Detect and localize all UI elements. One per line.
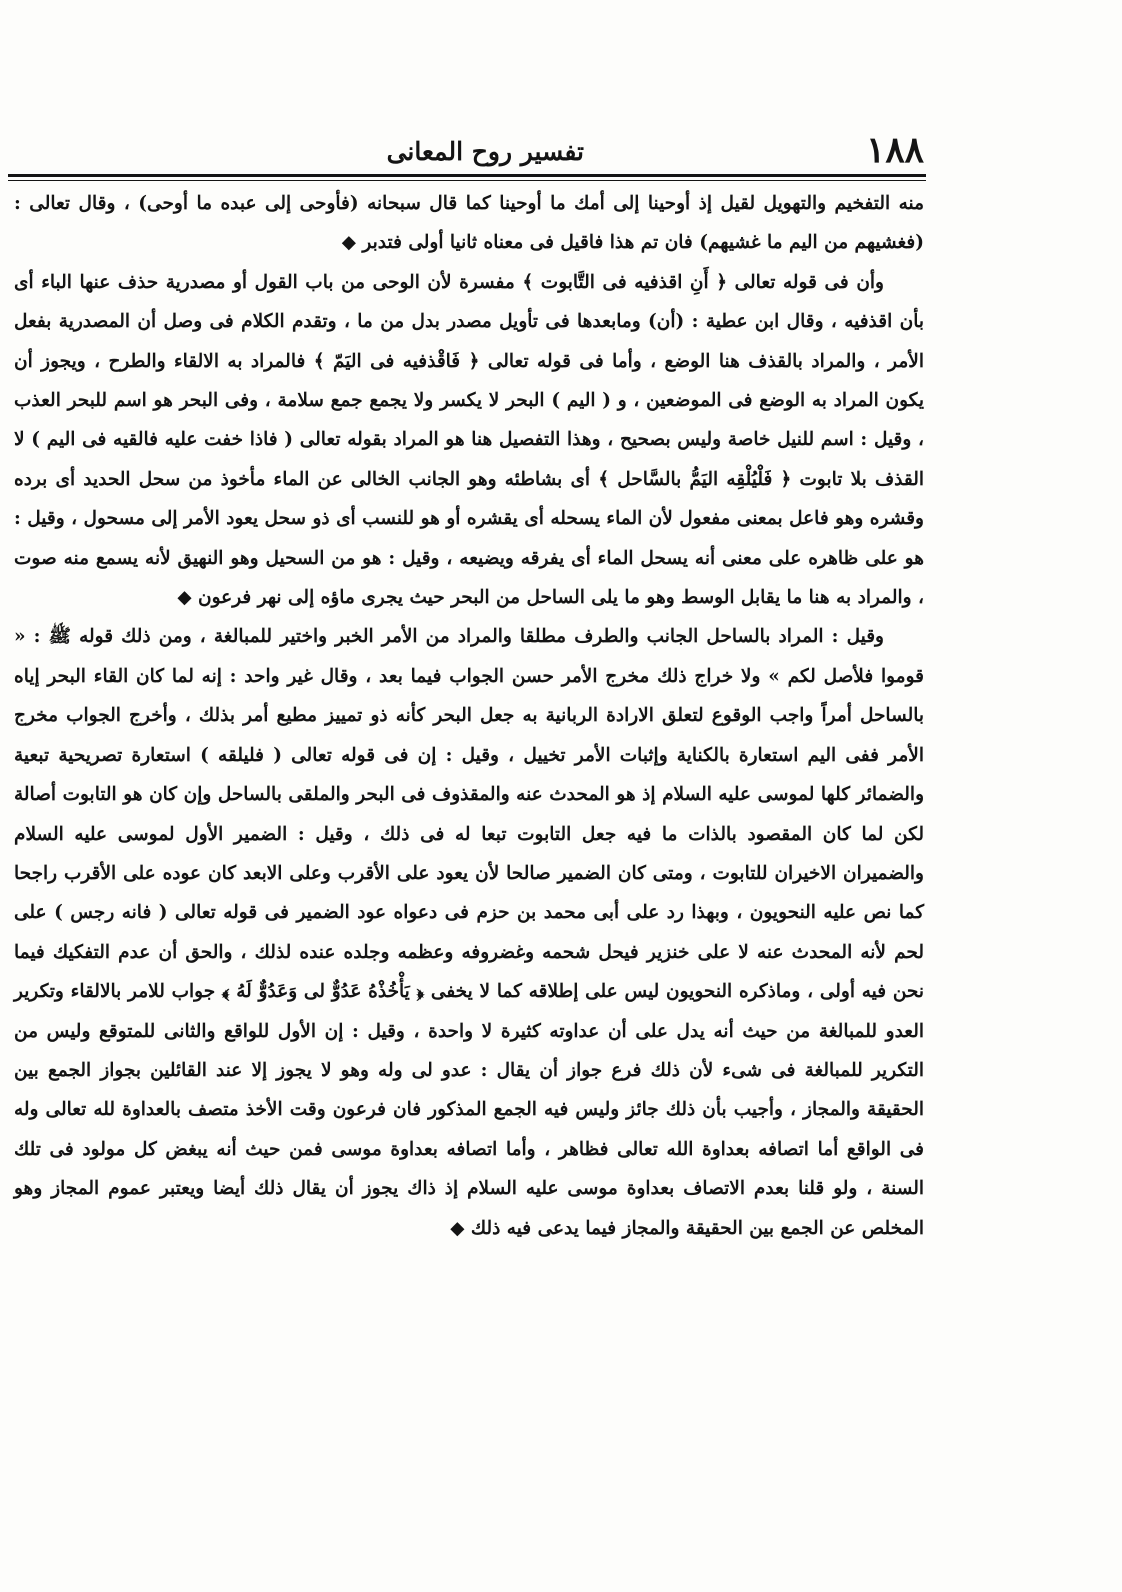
running-title: تفسير روح المعانى bbox=[386, 137, 584, 166]
paragraph-3: وقيل : المراد بالساحل الجانب والطرف مطلقا والمراد من الأمر الخبر واختير للمبالغة ، ومن ذلك قوله ﷺ : « قوموا فلأصل لكم » ولا خراج ذلك مخرج الأمر حسن الجواب فيما بعد ، وقال غير واحد : إنه لما كان القاء البحر إياه بالساحل أمراً واجب الوقوع لتعلق الارادة الربانية به جعل البحر كأنه ذو تمييز مطيع أمر بذلك ، وأخرج الجواب مخرج الأمر ففى اليم استعارة بالكناية وإثبات الأمر تخييل ، وقيل : إن فى قوله تعالى ( فليلقه ) استعارة تصريحية تبعية والضمائر كلها لموسى عليه السلام إذ هو المحدث عنه والمقذوف فى البحر والملقى بالساحل وإن كان هو التابوت أصالة لكن لما كان المقصود بالذات ما فيه جعل التابوت تبعا له فى ذلك ، وقيل : الضمير الأول لموسى عليه السلام والضميران الاخيران للتابوت ، ومتى كان الضمير صالحا لأن يعود على الأقرب وعلى الابعد كان عوده على الأقرب راجحا كما نص عليه النحويون ، وبهذا رد على أبى محمد بن حزم فى دعواه عود الضمير فى قوله تعالى ( فانه رجس ) على لحم لأنه المحدث عنه لا على خنزير فيحل شحمه وغضروفه وعظمه وجلده عنده لذلك ، والحق أن عدم التفكيك فيما نحن فيه أولى ، وماذكره النحويون ليس على إطلاقه كما لا يخفى ﴿ يَأْخُذْهُ عَدُوٌّ لى وَعَدُوٌّ لَهُ ﴾ جواب للامر بالالقاء وتكرير العدو للمبالغة من حيث أنه يدل على أن عداوته كثيرة لا واحدة ، وقيل : إن الأول للواقع والثانى للمتوقع وليس من التكرير للمبالغة فى شىء لأن ذلك فرع جواز أن يقال : عدو لى وله وهو لا يجوز إلا عند القائلين بجواز الجمع بين الحقيقة والمجاز ، وأجيب بأن ذلك جائز وليس فيه الجمع المذكور فان فرعون وقت الأخذ متصف بالعداوة لله تعالى وله فى الواقع أما اتصافه بعداوة الله تعالى فظاهر ، وأما اتصافه بعداوة موسى فمن حيث أنه يبغض كل مولود فى تلك السنة ، ولو قلنا بعدم الاتصاف بعداوة موسى عليه السلام إذ ذاك يجوز أن يقال ذلك أيضا ويعتبر عموم المجاز وهو المخلص عن الجمع بين الحقيقة والمجاز فيما يدعى فيه ذلك ◆ bbox=[14, 626, 924, 1239]
footer-smudge-mark bbox=[368, 1534, 398, 1556]
paragraph-1: منه التفخيم والتهويل لقيل إذ أوحينا إلى أمك ما أوحينا كما قال سبحانه (فأوحى إلى عبده ما أوحى) ، وقال تعالى : (فغشيهم من اليم ما غشيهم) فان تم هذا فاقيل فى معناه ثانيا أولى فتدبر ◆ bbox=[14, 193, 924, 254]
header-rule-thin bbox=[8, 180, 926, 181]
header-rule-thick bbox=[8, 174, 926, 177]
paragraph-2: وأن فى قوله تعالى ﴿ أَنِ اقذفيه فى التَّابوت ﴾ مفسرة لأن الوحى من باب القول أو مصدرية حذف عنها الباء أى بأن اقذفيه ، وقال ابن عطية : (أن) ومابعدها فى تأويل مصدر بدل من ما ، وتقدم الكلام فى وصل أن المصدرية بفعل الأمر ، والمراد بالقذف هنا الوضع ، وأما فى قوله تعالى ﴿ فَاقْذفيه فى اليَمّ ﴾ فالمراد به الالقاء والطرح ، ويجوز أن يكون المراد به الوضع فى الموضعين ، و ( اليم ) البحر لا يكسر ولا يجمع جمع سلامة ، وفى البحر هو اسم للبحر العذب ، وقيل : اسم للنيل خاصة وليس بصحيح ، وهذا التفصيل هنا هو المراد بقوله تعالى ( فاذا خفت عليه فالقيه فى اليم ) لا القذف بلا تابوت ﴿ فَلْيُلْقِه اليَمُّ بالسَّاحل ﴾ أى بشاطئه وهو الجانب الخالى عن الماء مأخوذ من سحل الحديد أى برده وقشره وهو فاعل بمعنى مفعول لأن الماء يسحله أى يقشره أو هو للنسب أى ذو سحل يعود الأمر إلى مسحول ، وقيل : هو على ظاهره على معنى أنه يسحل الماء أى يفرقه ويضيعه ، وقيل : هو من السحيل وهو النهيق لأنه يسمع منه صوت ، والمراد به هنا ما يقابل الوسط وهو ما يلى الساحل من البحر حيث يجرى ماؤه إلى نهر فرعون ◆ bbox=[14, 271, 924, 609]
page-number: ١٨٨ bbox=[865, 129, 924, 171]
commentary-text bbox=[14, 184, 924, 1474]
page-header bbox=[14, 126, 924, 174]
